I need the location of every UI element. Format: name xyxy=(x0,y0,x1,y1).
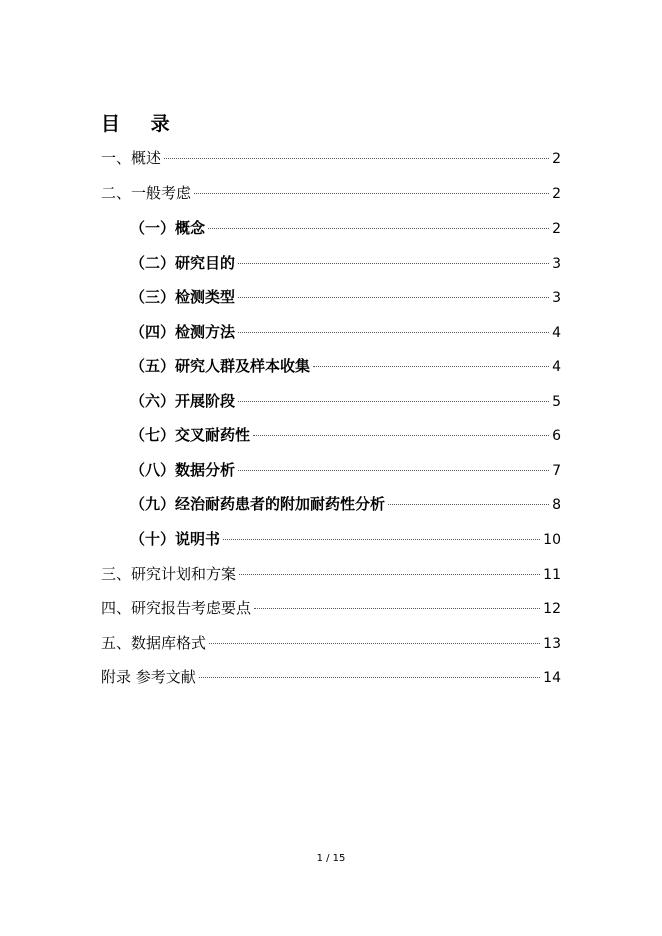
toc-entry[interactable] xyxy=(130,492,561,516)
toc-entry[interactable] xyxy=(130,216,561,240)
toc-entry-label: （四）检测方法 xyxy=(130,323,236,341)
toc-entry-page: 2 xyxy=(552,186,561,202)
toc-entry[interactable] xyxy=(130,354,561,378)
toc-entry-page: 14 xyxy=(543,670,561,686)
toc-entry-page: 10 xyxy=(543,532,561,548)
toc-entry[interactable] xyxy=(101,665,561,689)
toc-entry-page: 2 xyxy=(552,151,561,167)
toc-entry-page: 4 xyxy=(552,325,561,341)
toc-entry-page: 11 xyxy=(543,567,561,583)
toc-leader-dots xyxy=(238,401,549,402)
toc-entry-page: 5 xyxy=(552,394,561,410)
toc-leader-dots xyxy=(199,677,540,678)
toc-entry-label: 三、研究计划和方案 xyxy=(101,565,237,583)
toc-entry-page: 3 xyxy=(552,290,561,306)
toc-entry-label: （一）概念 xyxy=(130,219,206,237)
toc-entry[interactable] xyxy=(101,181,561,205)
toc-leader-dots xyxy=(238,263,549,264)
toc-leader-dots xyxy=(209,643,540,644)
toc-entry[interactable] xyxy=(130,389,561,413)
toc-entry-page: 8 xyxy=(552,497,561,513)
toc-leader-dots xyxy=(194,193,549,194)
toc-entry[interactable] xyxy=(101,596,561,620)
toc-entry[interactable] xyxy=(130,458,561,482)
toc-entry-label: （六）开展阶段 xyxy=(130,392,236,410)
page-number-footer: 1 / 15 xyxy=(316,853,346,864)
toc-entry-label: （二）研究目的 xyxy=(130,254,236,272)
toc-entry-label: （八）数据分析 xyxy=(130,461,236,479)
toc-leader-dots xyxy=(253,435,549,436)
toc-entry-label: 一、概述 xyxy=(101,149,162,167)
toc-entry[interactable] xyxy=(101,146,561,170)
toc-leader-dots xyxy=(239,574,540,575)
toc-entry-label: （三）检测类型 xyxy=(130,288,236,306)
toc-entry-label: （十）说明书 xyxy=(130,530,221,548)
toc-leader-dots xyxy=(164,158,549,159)
toc-entry-page: 13 xyxy=(543,636,561,652)
toc-entry-label: 四、研究报告考虑要点 xyxy=(101,599,252,617)
toc-entry[interactable] xyxy=(130,423,561,447)
toc-entry[interactable] xyxy=(130,285,561,309)
toc-entry-page: 4 xyxy=(552,359,561,375)
toc-entry-page: 3 xyxy=(552,256,561,272)
toc-entry-label: 附录 参考文献 xyxy=(101,668,196,686)
toc-leader-dots xyxy=(238,332,549,333)
toc-entry[interactable] xyxy=(130,527,561,551)
toc-title: 目 录 xyxy=(101,113,182,135)
toc-leader-dots xyxy=(254,608,540,609)
toc-entry-page: 6 xyxy=(552,428,561,444)
toc-leader-dots xyxy=(238,470,549,471)
toc-entry-page: 2 xyxy=(552,221,561,237)
toc-entry-label: 五、数据库格式 xyxy=(101,634,207,652)
toc-entry[interactable] xyxy=(130,251,561,275)
toc-entry-label: （九）经治耐药患者的附加耐药性分析 xyxy=(130,495,386,513)
toc-leader-dots xyxy=(223,539,540,540)
toc-entry-label: （五）研究人群及样本收集 xyxy=(130,357,311,375)
toc-entry-label: （七）交叉耐药性 xyxy=(130,426,251,444)
toc-leader-dots xyxy=(238,297,549,298)
toc-entry-page: 7 xyxy=(552,463,561,479)
toc-entry-label: 二、一般考虑 xyxy=(101,184,192,202)
toc-entry[interactable] xyxy=(130,320,561,344)
toc-entry[interactable] xyxy=(101,631,561,655)
toc-leader-dots xyxy=(388,504,549,505)
toc-entry[interactable] xyxy=(101,562,561,586)
toc-leader-dots xyxy=(313,366,549,367)
toc-entry-page: 12 xyxy=(543,601,561,617)
toc-leader-dots xyxy=(208,228,549,229)
